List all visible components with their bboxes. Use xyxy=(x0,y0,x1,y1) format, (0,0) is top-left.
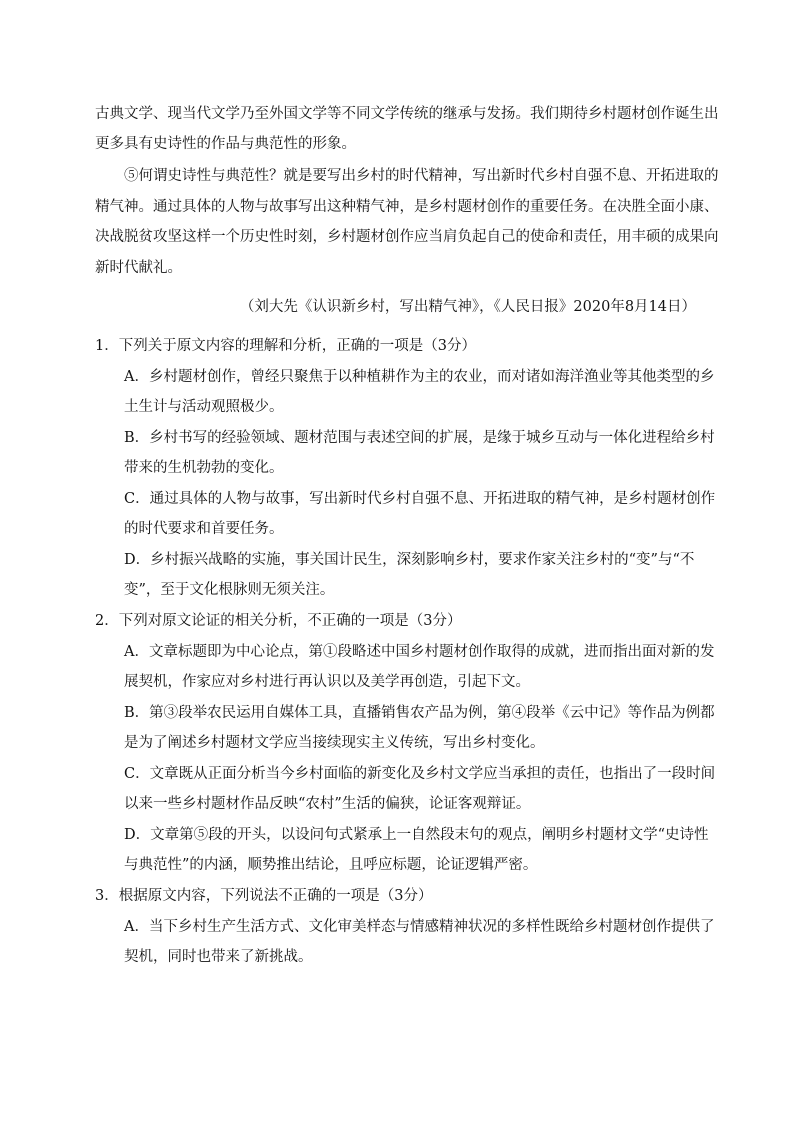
option-c-cont: 以来一些乡村题材作品反映“农村”生活的偏狭，论证客观辩证。 xyxy=(124,796,531,812)
passage-line: 更多具有史诗性的作品与典范性的形象。 xyxy=(95,136,356,152)
option-b: B．第③段举农民运用自媒体工具，直播销售农产品为例，第④段举《云中记》等作品为例都 xyxy=(124,705,715,721)
question-stem: 3．根据原文内容，下列说法不正确的一项是（3分） xyxy=(95,888,433,904)
passage-line: 古典文学、现当代文学乃至外国文学等不同文学传统的继承与发扬。我们期待乡村题材创作诞生出 xyxy=(95,106,719,122)
passage-line: 决战脱贫攻坚这样一个历史性时刻，乡村题材创作应当肩负起自己的使命和责任，用丰硕的成果向 xyxy=(95,229,719,245)
option-b-cont: 带来的生机勃勃的变化。 xyxy=(124,460,284,476)
option-a-cont: 展契机，作家应对乡村进行再认识以及美学再创造，引起下文。 xyxy=(124,674,530,690)
option-b: B．乡村书写的经验领域、题材范围与表述空间的扩展，是缘于城乡互动与一体化进程给乡村 xyxy=(124,430,715,446)
option-d: D．文章第⑤段的开头，以设问句式紧承上一自然段末句的观点，阐明乡村题材文学“史诗性 xyxy=(124,827,709,843)
option-a: A．文章标题即为中心论点，第①段略述中国乡村题材创作取得的成就，进而指出面对新的发 xyxy=(124,644,715,660)
option-d-cont: 与典范性”的内涵，顺势推出结论，且呼应标题，论证逻辑严密。 xyxy=(124,857,538,873)
passage-line: ⑤何谓史诗性与典范性？就是要写出乡村的时代精神，写出新时代乡村自强不息、开拓进取的 xyxy=(124,168,719,184)
option-d: D．乡村振兴战略的实施，事关国计民生，深刻影响乡村，要求作家关注乡村的“变”与“不 xyxy=(124,552,695,568)
option-c: C．文章既从正面分析当今乡村面临的新变化及乡村文学应当承担的责任，也指出了一段时间 xyxy=(124,766,716,782)
option-c-cont: 的时代要求和首要任务。 xyxy=(124,521,284,537)
question-stem: 2．下列对原文论证的相关分析，不正确的一项是（3分） xyxy=(95,613,462,629)
option-a: A．当下乡村生产生活方式、文化审美样态与情感精神状况的多样性既给乡村题材创作提供了 xyxy=(124,919,715,935)
option-d-cont: 变”，至于文化根脉则无须关注。 xyxy=(124,582,335,598)
option-a-cont: 契机，同时也带来了新挑战。 xyxy=(124,949,313,965)
passage-line: 精气神。通过具体的人物与故事写出这种精气神，是乡村题材创作的重要任务。在决胜全面小康、 xyxy=(95,199,719,215)
option-a: A．乡村题材创作，曾经只聚焦于以种植耕作为主的农业，而对诸如海洋渔业等其他类型的乡 xyxy=(124,369,715,385)
question-stem: 1．下列关于原文内容的理解和分析，正确的一项是（3分） xyxy=(95,338,476,354)
source-citation: （刘大先《认识新乡村，写出精气神》，《人民日报》2020年8月14日） xyxy=(239,299,696,315)
option-c: C．通过具体的人物与故事，写出新时代乡村自强不息、开拓进取的精气神，是乡村题材创作 xyxy=(124,491,716,507)
option-a-cont: 土生计与活动观照极少。 xyxy=(124,399,284,415)
passage-line: 新时代献礼。 xyxy=(95,260,182,276)
option-b-cont: 是为了阐述乡村题材文学应当接续现实主义传统，写出乡村变化。 xyxy=(124,735,545,751)
